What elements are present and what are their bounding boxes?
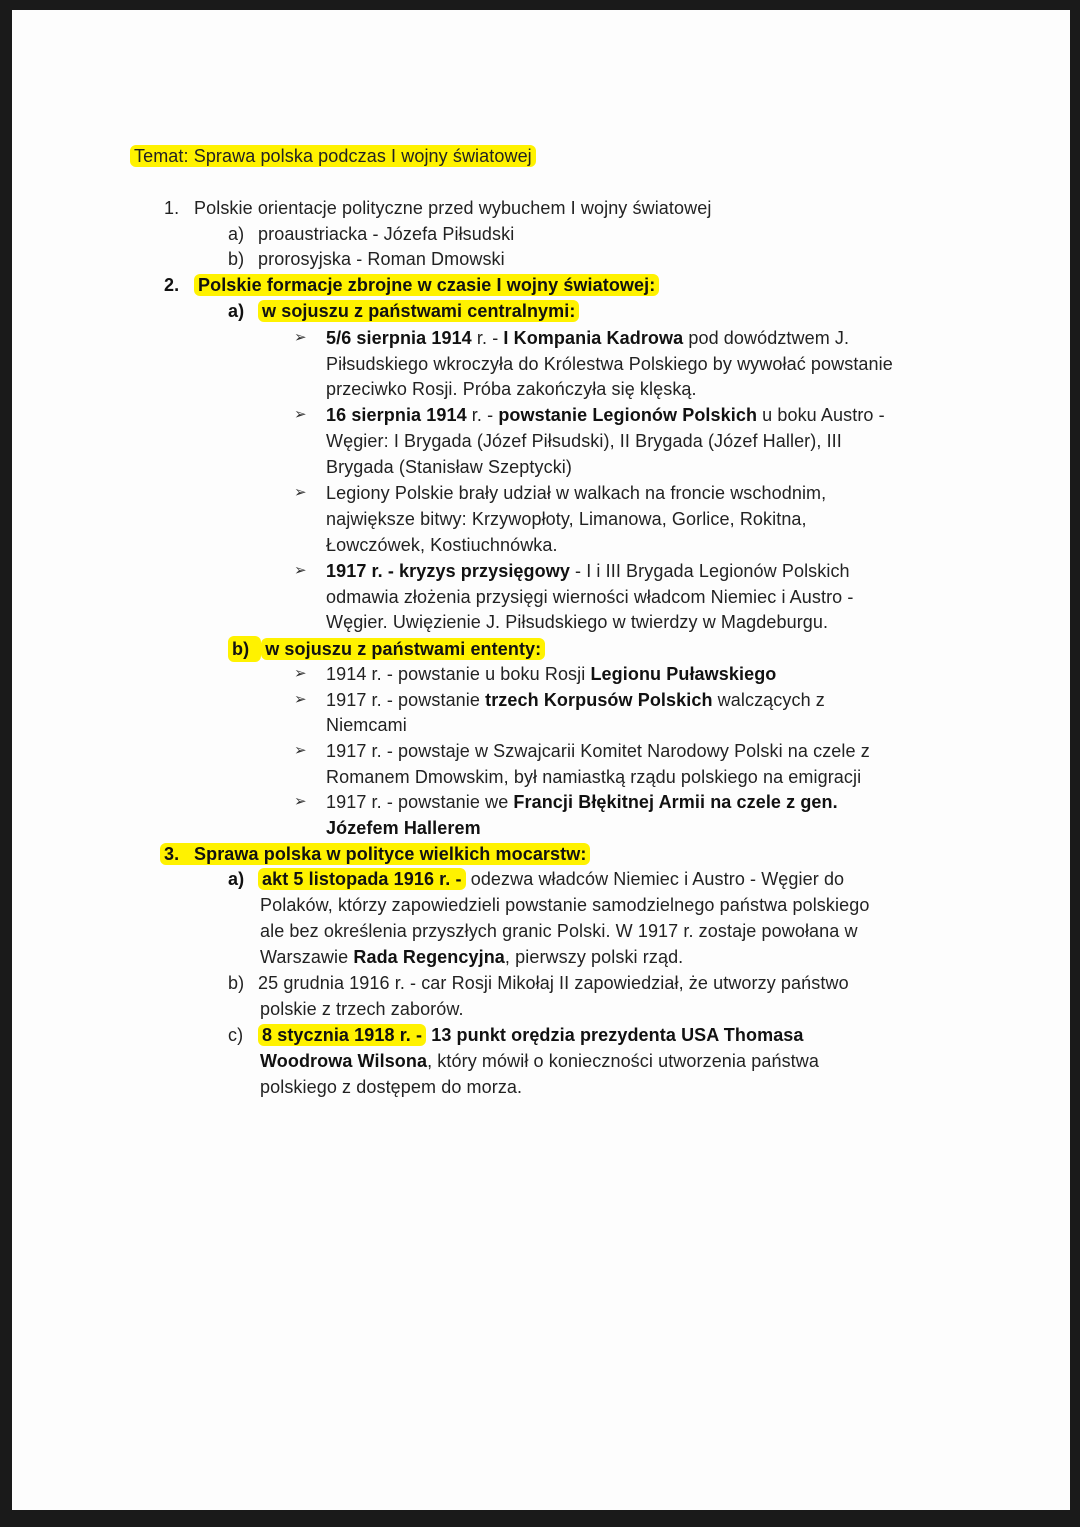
bullet-line: 5/6 sierpnia 1914 r. - I Kompania Kadrowa pod dowództwem J. — [326, 328, 850, 348]
section-2-heading: Polskie formacje zbrojne w czasie I wojny światowej: — [194, 274, 659, 296]
section-1-number: 1. — [164, 198, 180, 218]
date-highlight: akt 5 listopada 1916 r. - — [258, 868, 466, 890]
bullet-line: Łowczówek, Kostiuchnówka. — [326, 535, 558, 555]
section-2 — [164, 273, 659, 297]
section-3-item-a: a) akt 5 listopada 1916 r. - odezwa władców Niemiec i Austro - Węgier do — [228, 869, 845, 889]
arrow-bullet-icon: ➢ — [294, 406, 307, 423]
bullet-line: przeciwko Rosji. Próba zakończyła się klęską. — [326, 379, 697, 399]
document-page — [12, 10, 1070, 1510]
item-label: b) — [228, 973, 245, 993]
section-1-item-b — [228, 247, 505, 271]
section-1-item-a — [228, 222, 514, 246]
bullet-line: Węgier: I Brygada (Józef Piłsudski), II Brygada (Józef Haller), III — [326, 431, 842, 451]
arrow-bullet-icon: ➢ — [294, 329, 307, 346]
page-title — [130, 144, 536, 168]
bullet-line: 1914 r. - powstanie u boku Rosji Legionu Puławskiego — [326, 664, 777, 684]
title-highlight: Temat: Sprawa polska podczas I wojny światowej — [130, 145, 536, 167]
item-text: proaustriacka - Józefa Piłsudski — [258, 224, 515, 244]
bullet-line: Romanem Dmowskim, był namiastką rządu polskiego na emigracji — [326, 767, 862, 787]
bullet-line: 1917 r. - powstaje w Szwajcarii Komitet Narodowy Polski na czele z — [326, 741, 870, 761]
item-line: polskie z trzech zaborów. — [260, 999, 464, 1019]
item-heading: w sojuszu z państwami ententy: — [261, 638, 545, 660]
section-1 — [164, 196, 711, 220]
arrow-bullet-icon: ➢ — [294, 562, 307, 579]
section-3-heading: 3. Sprawa polska w polityce wielkich mocarstw: — [160, 843, 590, 865]
bullet-line: Niemcami — [326, 715, 407, 735]
bullet-line: największe bitwy: Krzywopłoty, Limanowa, Gorlice, Rokitna, — [326, 509, 807, 529]
bullet-line: Brygada (Stanisław Szeptycki) — [326, 457, 572, 477]
arrow-bullet-icon: ➢ — [294, 742, 307, 759]
arrow-bullet-icon: ➢ — [294, 484, 307, 501]
section-2-item-a — [228, 299, 579, 323]
bullet-line: 16 sierpnia 1914 r. - powstanie Legionów Polskich u boku Austro - — [326, 405, 885, 425]
item-line: Woodrowa Wilsona, który mówił o konieczności utworzenia państwa — [260, 1051, 819, 1071]
section-1-text: Polskie orientacje polityczne przed wybuchem I wojny światowej — [194, 198, 712, 218]
bullet-line: 1917 r. - powstanie trzech Korpusów Polskich walczących z — [326, 690, 825, 710]
section-3-item-b: b) 25 grudnia 1916 r. - car Rosji Mikołaj II zapowiedział, że utworzy państwo — [228, 973, 849, 993]
bullet-line: 1917 r. - powstanie we Francji Błękitnej Armii na czele z gen. — [326, 792, 838, 812]
item-label: a) — [228, 224, 245, 244]
item-label: a) — [228, 301, 245, 321]
item-line: Polaków, którzy zapowiedzieli powstanie samodzielnego państwa polskiego — [260, 895, 870, 915]
item-line: ale bez określenia przyszłych granic Polski. W 1917 r. zostaje powołana w — [260, 921, 858, 941]
section-2-item-b — [228, 636, 545, 662]
item-label: a) — [228, 869, 245, 889]
section-2-number: 2. — [164, 275, 180, 295]
item-line: Warszawie Rada Regencyjna, pierwszy polski rząd. — [260, 947, 684, 967]
item-line: polskiego z dostępem do morza. — [260, 1077, 523, 1097]
bullet-line: 1917 r. - kryzys przysięgowy - I i III Brygada Legionów Polskich — [326, 561, 850, 581]
bullet-line: Józefem Hallerem — [326, 818, 481, 838]
date-highlight: 8 stycznia 1918 r. - — [258, 1024, 426, 1046]
bullet-line: Legiony Polskie brały udział w walkach na froncie wschodnim, — [326, 483, 827, 503]
bullet-line: odmawia złożenia przysięgi wierności władcom Niemiec i Austro - — [326, 587, 854, 607]
item-label: b) — [228, 249, 245, 269]
item-label: c) — [228, 1025, 244, 1045]
arrow-bullet-icon: ➢ — [294, 793, 307, 810]
bullet-line: Piłsudskiego wkroczyła do Królestwa Polskiego by wywołać powstanie — [326, 354, 893, 374]
arrow-bullet-icon: ➢ — [294, 665, 307, 682]
section-3-item-c: c) 8 stycznia 1918 r. - 13 punkt orędzia prezydenta USA Thomasa — [228, 1025, 804, 1045]
item-heading: w sojuszu z państwami centralnymi: — [258, 300, 579, 322]
bullet-line: Węgier. Uwięzienie J. Piłsudskiego w twierdzy w Magdeburgu. — [326, 612, 829, 632]
arrow-bullet-icon: ➢ — [294, 691, 307, 708]
item-label: b) — [228, 636, 261, 662]
section-3 — [160, 842, 590, 866]
item-text: prorosyjska - Roman Dmowski — [258, 249, 505, 269]
